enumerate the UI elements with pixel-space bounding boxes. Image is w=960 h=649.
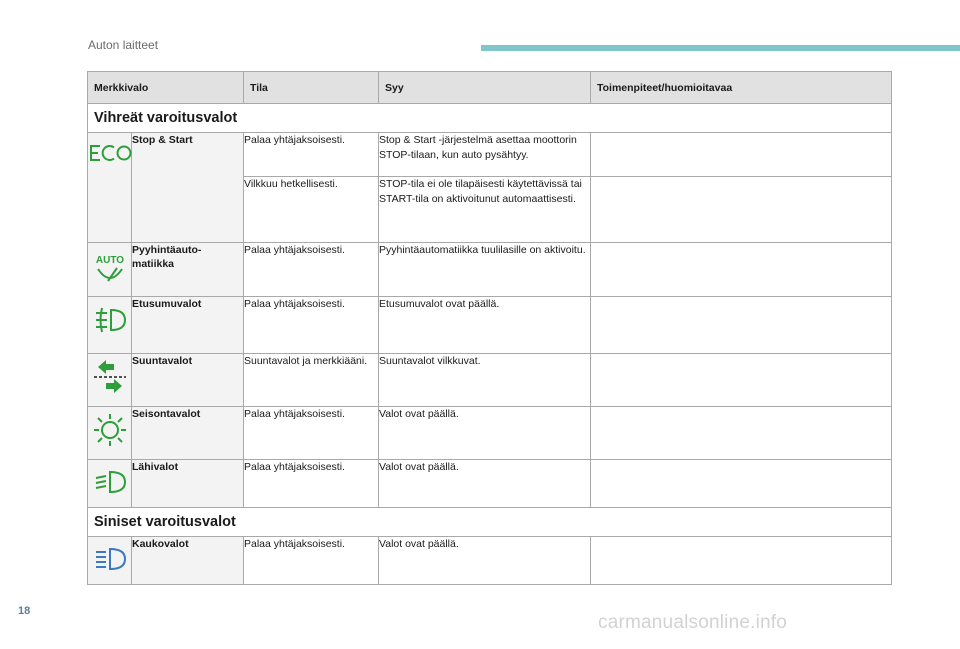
lamp-name: Suuntavalot (132, 354, 244, 407)
auto-wiper-icon (93, 253, 127, 285)
svg-text:AUTO: AUTO (95, 255, 124, 266)
dipped-beam-icon (93, 470, 127, 494)
table-row (88, 354, 892, 407)
lamp-cause: Valot ovat päällä. (379, 407, 591, 460)
lamp-cause: STOP-tila ei ole tilapäisesti käytettävissä tai START-tila on aktivoitunut automaattisesti. (379, 177, 591, 243)
section-title: Auton laitteet (88, 38, 159, 52)
lamp-icon-cell (88, 537, 132, 585)
lamp-cause: Pyyhintäautomatiikka tuulilasille on aktivoitu. (379, 243, 591, 297)
category-row-blue (88, 508, 892, 537)
column-header-tila: Tila (244, 72, 379, 104)
lamp-cause: Suuntavalot vilkkuvat. (379, 354, 591, 407)
lamp-status: Palaa yhtäjaksoisesti. (244, 133, 379, 177)
eco-icon (88, 143, 132, 163)
lamp-cause: Valot ovat päällä. (379, 460, 591, 508)
table-row (88, 243, 892, 297)
lamp-action (591, 537, 892, 585)
lamp-cause: Valot ovat päällä. (379, 537, 591, 585)
lamp-name: Kaukovalot (132, 537, 244, 585)
lamp-icon-cell (88, 133, 132, 243)
lamp-action (591, 177, 892, 243)
lamp-action (591, 133, 892, 177)
watermark: carmanualsonline.info (598, 612, 788, 633)
table-row (88, 133, 892, 177)
lamp-action (591, 460, 892, 508)
warning-lamps-table (87, 71, 892, 585)
lamp-name: Pyyhintäauto-matiikka (132, 243, 244, 297)
lamp-icon-cell (88, 460, 132, 508)
category-row-green (88, 104, 892, 133)
lamp-cause: Stop & Start -järjestelmä asettaa moottorin STOP-tilaan, kun auto pysähtyy. (379, 133, 591, 177)
table-row (88, 407, 892, 460)
column-header-toimenpiteet: Toimenpiteet/huomioitavaa (591, 72, 892, 104)
lamp-status: Suuntavalot ja merkkiääni. (244, 354, 379, 407)
lamp-status: Palaa yhtäjaksoisesti. (244, 243, 379, 297)
lamp-cause: Etusumuvalot ovat päällä. (379, 297, 591, 354)
lamp-action (591, 407, 892, 460)
table-row (88, 537, 892, 585)
lamp-action (591, 354, 892, 407)
page-number: 18 (18, 605, 31, 617)
lamp-status: Palaa yhtäjaksoisesti. (244, 297, 379, 354)
table-header-row (88, 72, 892, 104)
header-accent-bar (481, 45, 960, 51)
column-header-syy: Syy (379, 72, 591, 104)
lamp-name: Stop & Start (132, 133, 244, 243)
main-beam-icon (93, 547, 127, 571)
lamp-name: Etusumuvalot (132, 297, 244, 354)
lamp-icon-cell (88, 297, 132, 354)
lamp-status: Palaa yhtäjaksoisesti. (244, 537, 379, 585)
column-header-merkkivalo: Merkkivalo (88, 72, 244, 104)
sidelights-icon (92, 413, 128, 447)
lamp-action (591, 297, 892, 354)
front-fog-lamp-icon (93, 307, 127, 333)
category-title-blue: Siniset varoitusvalot (88, 508, 892, 537)
lamp-icon-cell (88, 354, 132, 407)
lamp-name: Lähivalot (132, 460, 244, 508)
lamp-status: Palaa yhtäjaksoisesti. (244, 460, 379, 508)
table-row (88, 297, 892, 354)
category-title-green: Vihreät varoitusvalot (88, 104, 892, 133)
turn-signal-icon (92, 358, 128, 394)
lamp-status: Palaa yhtäjaksoisesti. (244, 407, 379, 460)
lamp-name: Seisontavalot (132, 407, 244, 460)
lamp-status: Vilkkuu hetkellisesti. (244, 177, 379, 243)
lamp-icon-cell (88, 407, 132, 460)
table-row (88, 460, 892, 508)
lamp-action (591, 243, 892, 297)
lamp-icon-cell (88, 243, 132, 297)
